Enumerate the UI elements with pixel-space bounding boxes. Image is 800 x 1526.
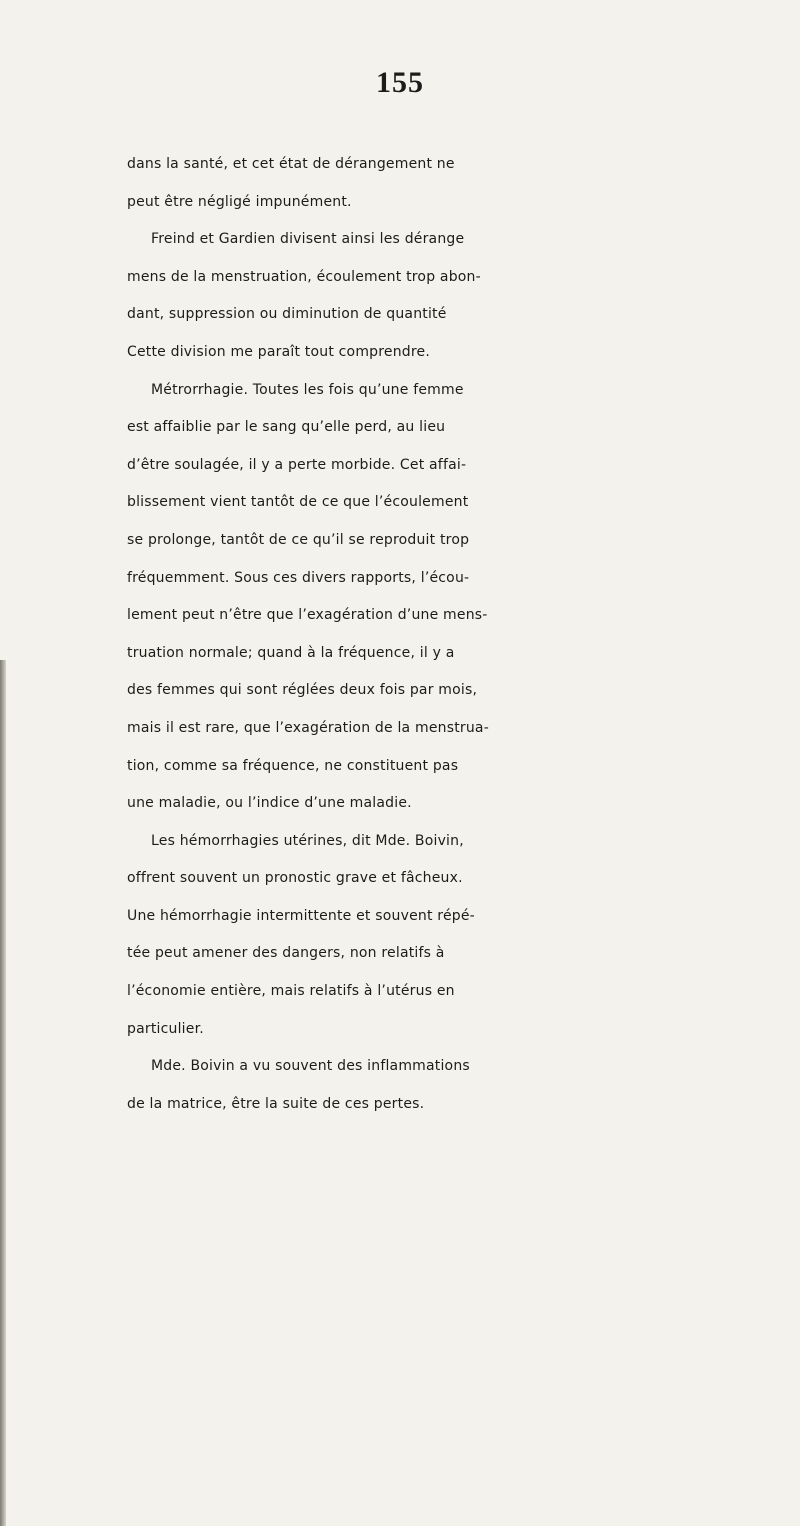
text-line: des femmes qui sont réglées deux fois par mois, [127,682,478,699]
text-line: dant, suppression ou diminution de quantité [127,306,447,323]
text-line: Freind et Gardien divisent ainsi les dérange [151,231,465,248]
text-line: Une hémorrhagie intermittente et souvent répé- [127,907,475,924]
text-line: blissement vient tantôt de ce que l’écoulement [127,494,469,511]
text-line: mens de la menstruation, écoulement trop abon- [127,268,481,285]
text-line: une maladie, ou l’indice d’une maladie. [127,795,412,812]
text-line: de la matrice, être la suite de ces pertes. [127,1095,425,1112]
text-line: peut être négligé impunément. [127,193,352,210]
text-line: fréquemment. Sous ces divers rapports, l’écou- [127,569,470,586]
text-line: mais il est rare, que l’exagération de la menstrua- [127,719,489,736]
text-line: l’économie entière, mais relatifs à l’utérus en [127,983,455,1000]
text-line: tée peut amener des dangers, non relatifs à [127,945,445,962]
text-line: offrent souvent un pronostic grave et fâcheux. [127,870,463,887]
text-line: est affaiblie par le sang qu’elle perd, au lieu [127,419,446,436]
text-line: se prolonge, tantôt de ce qu’il se reproduit trop [127,531,470,548]
page-number: 155 [376,66,424,99]
text-line: dans la santé, et cet état de dérangement ne [127,156,455,172]
text-line: truation normale; quand à la fréquence, il y a [127,644,455,661]
body-text [127,146,797,1123]
text-line: tion, comme sa fréquence, ne constituent pas [127,757,459,774]
text-line: Métrorrhagie. Toutes les fois qu’une femme [151,381,464,398]
text-line: Les hémorrhagies utérines, dit Mde. Boivin, [151,832,464,849]
text-line: Cette division me paraît tout comprendre. [127,343,430,360]
text-line: lement peut n’être que l’exagération d’une mens- [127,607,488,624]
page-gutter-shadow [0,660,6,1526]
text-line: Mde. Boivin a vu souvent des inflammations [151,1058,470,1075]
text-line: d’être soulagée, il y a perte morbide. Cet affai- [127,456,467,473]
text-line: particulier. [127,1020,204,1037]
